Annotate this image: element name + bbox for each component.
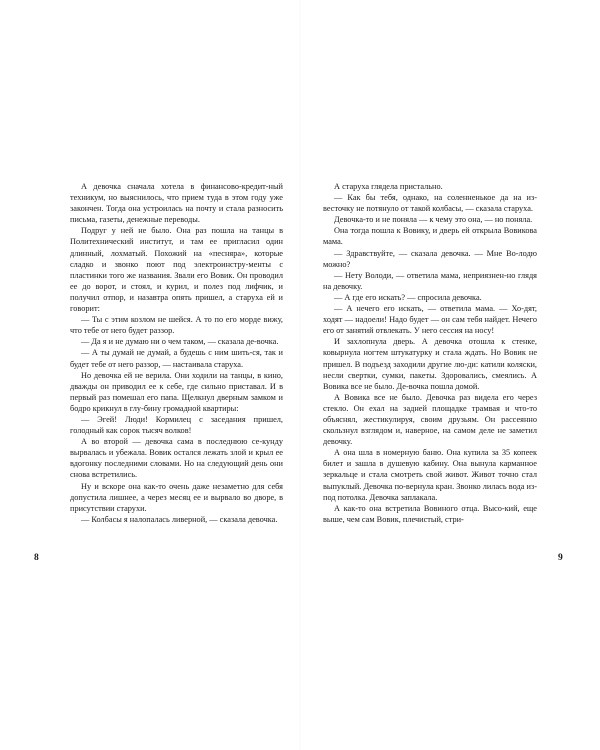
paragraph: — Эгей! Люди! Кормилец с заседания пришел, голодный как сорок тысяч волков! (70, 414, 283, 436)
paragraph: — А ты думай не думай, а будешь с ним шить-ся, так и будет тебе от него раззор, — настаивала старуха. (70, 348, 283, 369)
paragraph: А Вовика все не было. Девочка раз видела его через стекло. Он ехал на задней площадке трамвая и что-то объяснял, жестикулируя, своим друзьям. Он рассеянно скользнул взглядом и, наверное, на самом деле не заметил девочку. (323, 392, 537, 447)
paragraph: Подруг у ней не было. Она раз пошла на танцы в Политехнический институт, и там ее пригласил один длинный, лохматый. Похожий на «песняра», которые сладко и звонко поют под электроинстру-менты с пластинки того же названия. Звали его Вовик. Он проводил ее до ворот, и стоял, и курил, и полез под лифчик, и получил отпор, и назавтра опять пришел, а старуха ей и говорит: (70, 226, 283, 314)
paragraph: А она шла в номерную баню. Она купила за 35 копеек билет и зашла в душевую кабину. Она вынула карманное зеркальце и стала смотреть свой живот. Живот точно стал выпуклый. Девочка по-вернула кран. Звонко лилась вода из-под потолка. Девочка заплакала. (323, 448, 537, 502)
paragraph: Но девочка ей не верила. Они ходили на танцы, в кино, дважды он приводил ее к себе, где сильно приставал. И в первый раз помешал его папа. Щелкнул дверным замком и бодро крикнул в глу-бину громадной квартиры: (70, 370, 283, 413)
paragraph: Ну и вскоре она как-то очень даже незаметно для себя допустила лишнее, а через месяц ее и вырвало во дворе, в присутствии старухи. (70, 481, 283, 513)
paragraph: — Здравствуйте, — сказала девочка. — Мне Во-лодю можно? (323, 248, 537, 269)
left-page-number: 8 (34, 553, 39, 563)
paragraph: — Как бы тебя, однако, на соленненькое да на из-весточку не потянуло от такой колбасы, — сказала старуха. (323, 193, 537, 214)
left-page-text (70, 181, 283, 525)
paragraph: — Ты с этим козлом не шейся. А то по его морде вижу, что тебе от него будет раззор. (70, 315, 283, 336)
paragraph: А как-то она встретила Вовиного отца. Высо-кий, еще выше, чем сам Вовик, плечистый, стри- (323, 503, 537, 524)
paragraph: — А нечего его искать, — ответила мама. — Хо-дят, ходят — надоели! Надо будет — он сам тебя найдет. Нечего его от занятий отвлекать. У него сессия на носу! (323, 304, 537, 336)
paragraph: Она тогда пошла к Вовику, и дверь ей открыла Вовикова мама. (323, 226, 537, 247)
paragraph: И захлопнула дверь. А девочка отошла к стенке, ковырнула ногтем штукатурку и стала ждать. Но Вовик не пришел. В подъезд заходили другие лю-ди: катили коляски, несли свертки, сумки, пакеты. Здоровались, смеялись. А Вовика все не было. Де-вочка пошла домой. (323, 337, 537, 391)
paragraph: — Колбасы я налопалась ливерной, — сказала девочка. (81, 514, 278, 524)
right-page-number: 9 (558, 553, 563, 563)
right-page-text (323, 181, 537, 525)
paragraph: А старуха глядела пристально. (334, 182, 443, 191)
paragraph: А во второй — девочка сама в последнюю се-кунду вырвалась и убежала. Вовик остался лежать злой и крыл ее вдогонку последними словами. Но на следующий день они снова встретились. (70, 437, 283, 480)
paragraph: А девочка сначала хотела в финансово-кредит-ный техникум, но выяснилось, что прием туда в этом году уже закончен. Тогда она устроилась на почту и стала разносить письма, газеты, денежные переводы. (70, 182, 283, 225)
paragraph: — А где его искать? — спросила девочка. (334, 292, 482, 302)
paragraph: Девочка-то и не поняла — к чему это она, — но поняла. (334, 215, 533, 225)
paragraph: — Да я и не думаю ни о чем таком, — сказала де-вочка. (81, 337, 279, 347)
paragraph: — Нету Володи, — ответила мама, неприязнен-но глядя на девочку. (323, 270, 537, 291)
book-gutter (299, 0, 301, 750)
